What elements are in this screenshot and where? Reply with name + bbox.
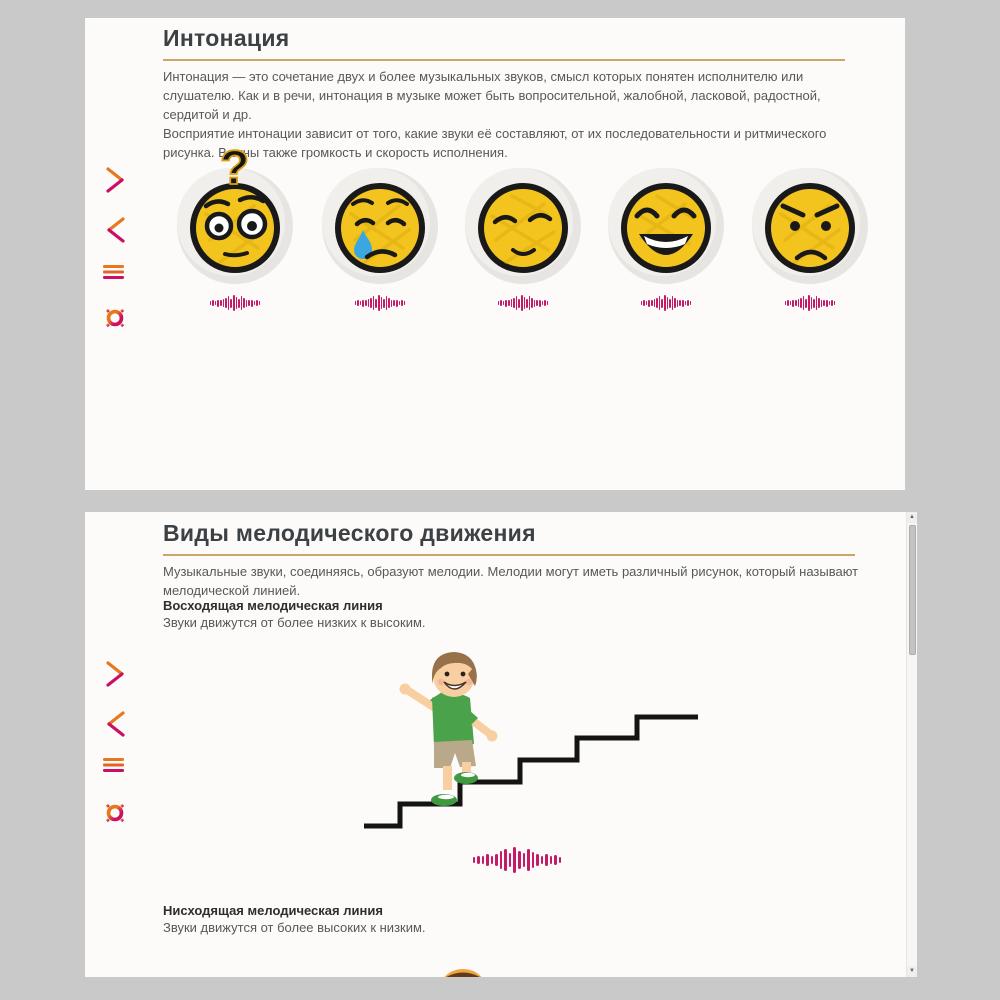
title-underline — [163, 554, 855, 556]
menu-icon — [103, 758, 125, 773]
intro-text — [163, 562, 875, 600]
boy-climbing-stairs-icon — [360, 640, 700, 835]
section-description-descending: Звуки движутся от более высоких к низким. — [163, 920, 426, 935]
audio-waveform-icon[interactable] — [170, 295, 300, 311]
prev-slide-button[interactable] — [103, 216, 129, 244]
chevron-left-icon — [103, 710, 127, 738]
vertical-scrollbar[interactable] — [906, 512, 917, 977]
tender-face-icon — [458, 140, 588, 290]
scrollbar-thumb[interactable] — [909, 525, 916, 655]
page-title: Интонация — [163, 25, 290, 51]
chevron-right-icon — [103, 660, 127, 688]
intonation-item-sad — [315, 140, 445, 311]
audio-waveform-icon[interactable] — [601, 295, 731, 311]
menu-button[interactable] — [103, 758, 129, 774]
chevron-left-icon — [103, 216, 127, 244]
prev-slide-button[interactable] — [103, 710, 129, 738]
slide-melodic-movement — [85, 512, 917, 977]
gear-icon — [103, 801, 127, 825]
audio-waveform-icon[interactable] — [469, 846, 565, 874]
title-underline — [163, 59, 845, 61]
intonation-item-questioning — [170, 140, 300, 311]
menu-icon — [103, 265, 125, 280]
intonation-item-tender — [458, 140, 588, 311]
section-heading-descending: Нисходящая мелодическая линия — [163, 903, 383, 918]
angry-face-icon — [745, 140, 875, 290]
gear-icon — [103, 306, 127, 330]
paragraph: Интонация — это сочетание двух и более музыкальных звуков, смысл которых понятен исполнителю или слушателю. Как и в речи, интонация в музыке может быть вопросительной, жалобной, ласковой, радостной, сердитой и др. — [163, 69, 821, 122]
intonation-item-angry — [745, 140, 875, 311]
section-description-ascending: Звуки движутся от более низких к высоким. — [163, 615, 426, 630]
section-heading-ascending: Восходящая мелодическая линия — [163, 598, 383, 613]
chevron-right-icon — [103, 166, 127, 194]
slide-intonation — [85, 18, 905, 490]
next-slide-button[interactable] — [103, 660, 129, 688]
ascending-stairs-illustration — [360, 640, 700, 840]
scroll-up-button[interactable]: ▲ — [907, 512, 917, 523]
partial-head-icon — [437, 961, 489, 977]
settings-button[interactable] — [103, 801, 129, 829]
audio-waveform-icon[interactable] — [458, 295, 588, 311]
paragraph: Музыкальные звуки, соединяясь, образуют мелодии. Мелодии могут иметь различный рисунок, который называют мелодической линией. — [163, 564, 859, 598]
crying-face-icon — [315, 140, 445, 290]
audio-waveform-icon[interactable] — [315, 295, 445, 311]
settings-button[interactable] — [103, 306, 129, 334]
intonation-item-joyful — [601, 140, 731, 311]
partial-illustration-head — [437, 961, 489, 977]
paragraph: Восприятие интонации зависит от того, какие звуки её составляют, от их последовательности и ритмического рисунка. Важны также громкость и скорость исполнения. — [163, 126, 827, 160]
audio-waveform-icon[interactable] — [745, 295, 875, 311]
scroll-down-button[interactable]: ▼ — [907, 966, 917, 977]
questioning-face-icon — [170, 140, 300, 290]
menu-button[interactable] — [103, 265, 129, 281]
joyful-face-icon — [601, 140, 731, 290]
next-slide-button[interactable] — [103, 166, 129, 194]
question-mark: ? — [220, 142, 250, 195]
page-title: Виды мелодического движения — [163, 520, 536, 546]
